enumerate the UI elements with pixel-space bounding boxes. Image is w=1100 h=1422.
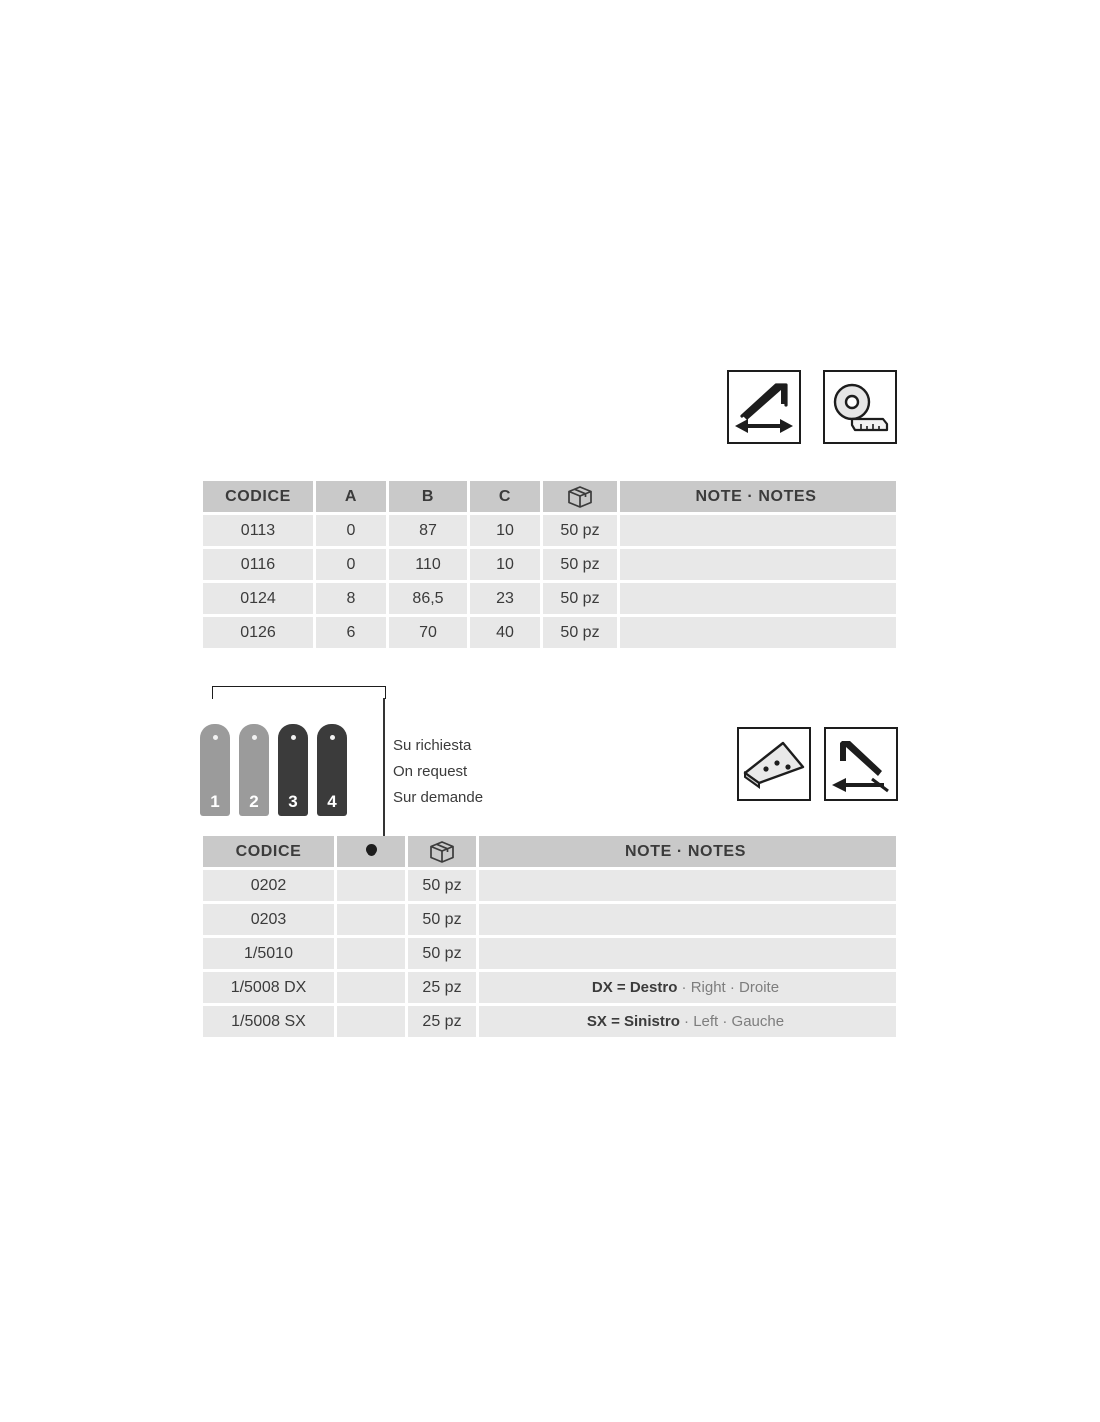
table-row bbox=[203, 904, 896, 935]
codes-table bbox=[200, 833, 899, 1040]
table-row bbox=[203, 549, 896, 580]
on-request-it: Su richiesta bbox=[393, 737, 472, 754]
package-box-icon bbox=[567, 485, 593, 509]
dimensions-table bbox=[200, 478, 899, 651]
allen-key-left-arrow-icon-box bbox=[824, 727, 898, 801]
on-request-fr: Sur demande bbox=[393, 789, 484, 806]
cell-code: 0203 bbox=[203, 904, 334, 935]
cell-dot bbox=[337, 870, 405, 901]
cell-code: 1/5008 DX bbox=[203, 972, 334, 1003]
allen-key-arrow-icon bbox=[729, 372, 799, 442]
cell-pack: 50 pz bbox=[408, 938, 476, 969]
drill-plate-icon-box bbox=[737, 727, 811, 801]
cell-pack: 50 pz bbox=[408, 870, 476, 901]
table-header-row bbox=[203, 481, 896, 512]
table-row bbox=[203, 617, 896, 648]
cell-a: 8 bbox=[316, 583, 386, 614]
table-row bbox=[203, 583, 896, 614]
cell-dot bbox=[337, 1006, 405, 1037]
tape-measure-icon-box bbox=[823, 370, 897, 444]
cell-code: 1/5008 SX bbox=[203, 1006, 334, 1037]
cell-pack: 50 pz bbox=[543, 617, 617, 648]
tape-measure-icon bbox=[825, 372, 895, 442]
cell-notes bbox=[620, 617, 896, 648]
cell-b: 86,5 bbox=[389, 583, 467, 614]
table-row bbox=[203, 938, 896, 969]
cell-c: 10 bbox=[470, 549, 540, 580]
tag-label: 4 bbox=[327, 792, 337, 811]
cell-pack: 50 pz bbox=[408, 904, 476, 935]
table-row bbox=[203, 1006, 896, 1037]
cell-code: 1/5010 bbox=[203, 938, 334, 969]
cell-notes bbox=[620, 549, 896, 580]
col-codice: CODICE bbox=[203, 836, 334, 867]
col-package-icon bbox=[408, 836, 476, 867]
drill-plate-icon bbox=[739, 729, 809, 799]
cell-notes bbox=[479, 1006, 896, 1037]
cell-c: 23 bbox=[470, 583, 540, 614]
note-bold: SX = Sinistro bbox=[586, 1012, 680, 1030]
allen-key-arrow-icon-box bbox=[727, 370, 801, 444]
leader-dot-icon bbox=[366, 844, 377, 855]
note-light: · Left · Gauche bbox=[679, 1012, 785, 1030]
cell-dot bbox=[337, 938, 405, 969]
cell-code: 0113 bbox=[203, 515, 313, 546]
col-a: A bbox=[316, 481, 386, 512]
cell-pack: 50 pz bbox=[543, 549, 617, 580]
table-row bbox=[203, 870, 896, 901]
col-notes: NOTE · NOTES bbox=[620, 481, 896, 512]
cell-code: 0124 bbox=[203, 583, 313, 614]
cell-code: 0116 bbox=[203, 549, 313, 580]
table-row bbox=[203, 515, 896, 546]
tag-label: 3 bbox=[288, 792, 298, 811]
cell-dot bbox=[337, 972, 405, 1003]
cell-notes bbox=[479, 972, 896, 1003]
cell-pack: 50 pz bbox=[543, 583, 617, 614]
col-codice: CODICE bbox=[203, 481, 313, 512]
cell-pack: 50 pz bbox=[543, 515, 617, 546]
tag-label: 2 bbox=[249, 792, 259, 811]
allen-key-left-arrow-icon bbox=[826, 729, 896, 799]
on-request-text bbox=[393, 733, 483, 811]
cell-pack: 25 pz bbox=[408, 1006, 476, 1037]
cell-b: 87 bbox=[389, 515, 467, 546]
cell-notes bbox=[620, 515, 896, 546]
cell-a: 0 bbox=[316, 549, 386, 580]
col-notes: NOTE · NOTES bbox=[479, 836, 896, 867]
cell-code: 0126 bbox=[203, 617, 313, 648]
cell-b: 70 bbox=[389, 617, 467, 648]
cell-notes bbox=[479, 870, 896, 901]
cell-notes bbox=[620, 583, 896, 614]
package-box-icon bbox=[429, 840, 455, 864]
col-package-icon bbox=[543, 481, 617, 512]
cell-code: 0202 bbox=[203, 870, 334, 901]
col-c: C bbox=[470, 481, 540, 512]
table-header-row bbox=[203, 836, 896, 867]
cell-b: 110 bbox=[389, 549, 467, 580]
cell-notes bbox=[479, 938, 896, 969]
note-bold: DX = Destro bbox=[591, 978, 678, 996]
table-row bbox=[203, 972, 896, 1003]
cell-a: 6 bbox=[316, 617, 386, 648]
cell-c: 40 bbox=[470, 617, 540, 648]
note-light: · Right · Droite bbox=[677, 978, 780, 996]
cell-notes bbox=[479, 904, 896, 935]
col-b: B bbox=[389, 481, 467, 512]
cell-pack: 25 pz bbox=[408, 972, 476, 1003]
on-request-en: On request bbox=[393, 763, 468, 780]
cell-c: 10 bbox=[470, 515, 540, 546]
cell-dot bbox=[337, 904, 405, 935]
cell-a: 0 bbox=[316, 515, 386, 546]
tag-label: 1 bbox=[210, 792, 220, 811]
